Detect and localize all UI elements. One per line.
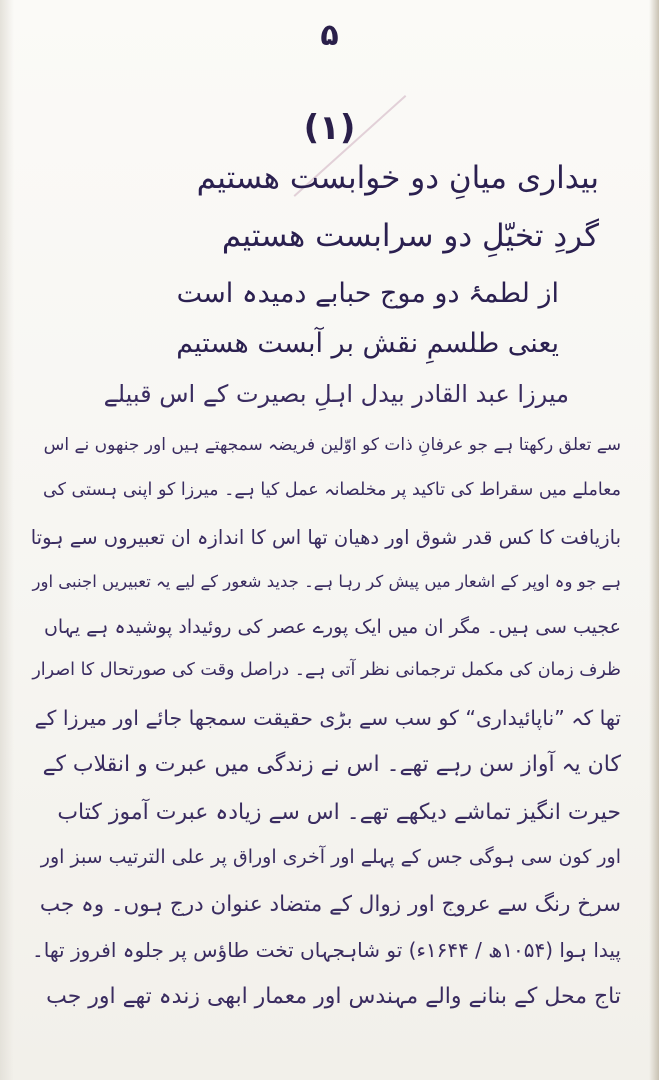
prose-line: عجیب سی ہیں۔ مگر ان میں ایک پورے عصر کی روئیداد پوشیدہ ہے یہاں [43, 616, 621, 638]
prose-line: حیرت انگیز تماشے دیکھے تھے۔ اس سے زیادہ عبرت آموز کتاب [57, 800, 621, 825]
prose-line: تاج محل کے بنانے والے مہندس اور معمار ابھی زندہ تھے اور جب [46, 984, 621, 1009]
page-left-edge-shadow [0, 0, 14, 1080]
page-number: ۵ [320, 18, 339, 53]
prose-line: معاملے میں سقراط کی تاکید پر مخلصانہ عمل کیا ہے۔ میرزا کو اپنی ہستی کی [43, 480, 621, 500]
verse-line-3: از لطمۂ دو موج حبابے دمیدہ است [176, 278, 559, 309]
prose-line: کان یہ آواز سن رہے تھے۔ اس نے زندگی میں عبرت و انقلاب کے [42, 752, 621, 777]
section-number: (۱) [303, 108, 356, 148]
prose-line: سے تعلق رکھتا ہے جو عرفانِ ذات کو اوّلین فریضہ سمجھتے ہیں اور جنھوں نے اس [43, 435, 621, 455]
page-right-edge-shadow [649, 0, 659, 1080]
prose-line: سرخ رنگ سے عروج اور زوال کے متضاد عنوان درج ہوں۔ وہ جب [39, 892, 621, 917]
prose-line: میرزا عبد القادر بیدل اہلِ بصیرت کے اس قبیلے [103, 380, 569, 408]
verse-line-2: گردِ تخیّلِ دو سرابست ھستیم [221, 218, 599, 254]
prose-line: پیدا ہوا (۱۰۵۴ھ / ۱۶۴۴ء) تو شاہجہاں تخت طاؤس پر جلوہ افروز تھا۔ [32, 938, 621, 962]
verse-line-1: بیداری میانِ دو خوابست ھستیم [196, 160, 599, 196]
prose-line: ہے جو وہ اوپر کے اشعار میں پیش کر رہا ہے۔ جدید شعور کے لیے یہ تعبیریں اجنبی اور [32, 572, 621, 591]
prose-line: ظرف زمان کی مکمل ترجمانی نظر آتی ہے۔ دراصل وقت کی صورتحال کا اصرار [32, 660, 621, 680]
prose-line: تھا کہ ”ناپائیداری“ کو سب سے بڑی حقیقت سمجھا جائے اور میرزا کے [34, 706, 621, 730]
prose-line: اور کون سی ہوگی جس کے پہلے اور آخری اوراق پر علی الترتیب سبز اور [40, 846, 621, 868]
verse-line-4: یعنی طلسمِ نقش بر آبست ھستیم [176, 328, 559, 359]
prose-line: بازیافت کا کس قدر شوق اور دھیان تھا اس کا اندازہ ان تعبیروں سے ہوتا [30, 526, 621, 549]
